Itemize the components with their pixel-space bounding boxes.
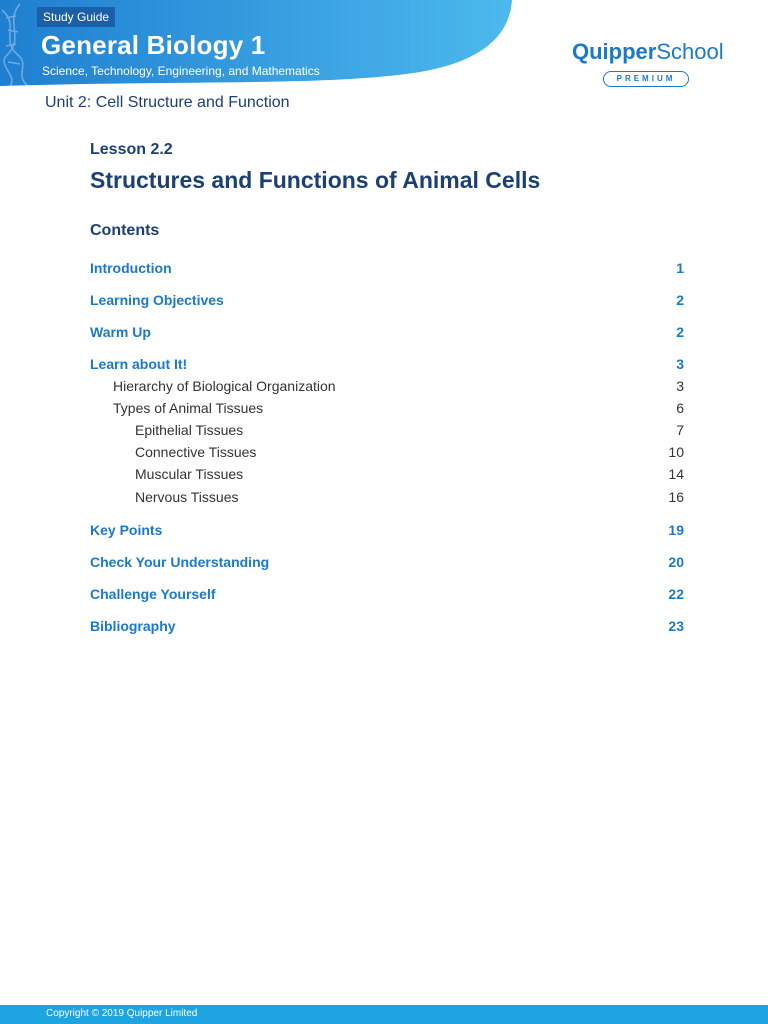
toc-label: Key Points	[90, 522, 163, 538]
toc-page-number: 3	[676, 356, 684, 372]
toc-item-learn-about-it[interactable]	[90, 356, 684, 376]
toc-label: Check Your Understanding	[90, 554, 270, 570]
toc-item-challenge-yourself[interactable]	[90, 586, 684, 606]
premium-badge: PREMIUM	[603, 71, 689, 87]
toc-item-learning-objectives[interactable]	[90, 292, 684, 312]
footer-bar	[0, 1005, 768, 1024]
toc-label: Muscular Tissues	[135, 466, 244, 482]
logo-text-quipper: Quipper	[572, 39, 657, 64]
toc-item-warm-up[interactable]	[90, 324, 684, 344]
toc-page-number: 23	[668, 618, 684, 634]
toc-page-number: 10	[668, 444, 684, 460]
toc-page-number: 1	[676, 260, 684, 276]
toc-item-types-of-tissues[interactable]	[90, 400, 684, 420]
course-subtitle: Science, Technology, Engineering, and Mathematics	[42, 64, 320, 78]
lesson-title: Structures and Functions of Animal Cells	[90, 167, 541, 193]
toc-label: Nervous Tissues	[135, 489, 239, 505]
toc-page-number: 7	[676, 422, 684, 438]
toc-page-number: 22	[668, 586, 684, 602]
study-guide-badge: Study Guide	[37, 7, 115, 27]
toc-page-number: 2	[676, 292, 684, 308]
toc-label: Challenge Yourself	[90, 586, 216, 602]
toc-item-muscular[interactable]	[90, 466, 684, 486]
toc-item-check-understanding[interactable]	[90, 554, 684, 574]
toc-page-number: 3	[676, 378, 684, 394]
copyright-text: Copyright © 2019 Quipper Limited	[46, 1008, 198, 1019]
quipper-school-logo	[572, 39, 732, 91]
course-title: General Biology 1	[41, 30, 266, 60]
toc-label: Warm Up	[90, 324, 151, 340]
toc-label: Hierarchy of Biological Organization	[113, 378, 336, 394]
toc-page-number: 2	[676, 324, 684, 340]
toc-label: Learn about It!	[90, 356, 188, 372]
toc-item-hierarchy[interactable]	[90, 378, 684, 398]
toc-label: Epithelial Tissues	[135, 422, 244, 438]
logo-text-school: School	[656, 39, 724, 64]
toc-label: Introduction	[90, 260, 172, 276]
toc-label: Connective Tissues	[135, 444, 257, 460]
toc-page-number: 6	[676, 400, 684, 416]
contents-heading: Contents	[90, 222, 160, 239]
lesson-number: Lesson 2.2	[90, 141, 173, 158]
toc-item-nervous[interactable]	[90, 489, 684, 509]
toc-page-number: 20	[668, 554, 684, 570]
toc-item-epithelial[interactable]	[90, 422, 684, 442]
unit-heading: Unit 2: Cell Structure and Function	[45, 94, 290, 111]
toc-item-connective[interactable]	[90, 444, 684, 464]
toc-page-number: 19	[668, 522, 684, 538]
toc-page-number: 14	[668, 466, 684, 482]
toc-item-key-points[interactable]	[90, 522, 684, 542]
toc-item-introduction[interactable]	[90, 260, 684, 280]
toc-page-number: 16	[668, 489, 684, 505]
toc-label: Types of Animal Tissues	[113, 400, 264, 416]
header-banner	[0, 0, 520, 86]
toc-label: Learning Objectives	[90, 292, 224, 308]
toc-item-bibliography[interactable]	[90, 618, 684, 638]
toc-label: Bibliography	[90, 618, 176, 634]
